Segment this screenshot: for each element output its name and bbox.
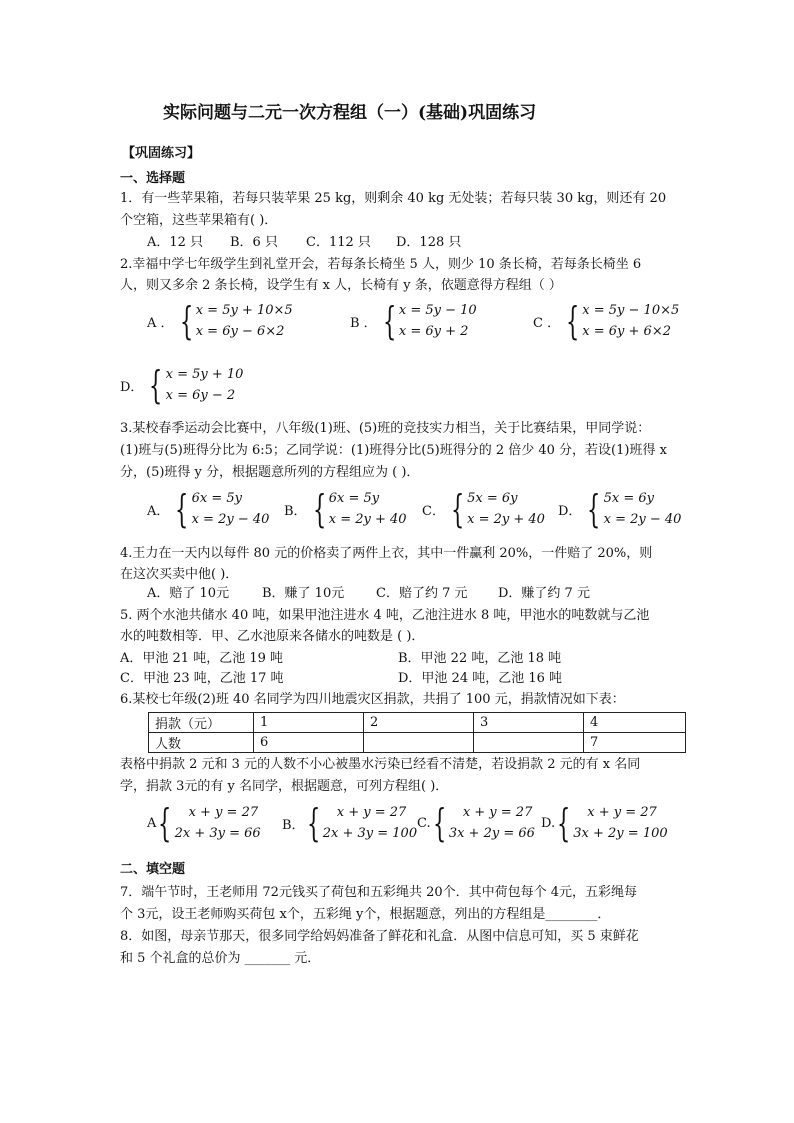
q4-line2: 在这次买卖中他( )． — [120, 567, 239, 582]
equation: x = 2y + 40 — [328, 512, 407, 527]
practice-tag: 【巩固练习】 — [122, 146, 201, 161]
brace-icon: { — [557, 801, 571, 845]
table-row — [149, 733, 686, 753]
q2-option-d — [120, 363, 244, 407]
option-label: A． — [147, 503, 170, 519]
equation: x = 6y + 6×2 — [582, 324, 671, 339]
brace-icon: { — [432, 801, 446, 845]
equation: x + y = 27 — [587, 805, 657, 820]
equation: x = 2y + 40 — [467, 512, 545, 527]
brace-icon: { — [306, 801, 320, 845]
equation: x = 2y − 40 — [191, 512, 270, 527]
equation: 6x = 5y — [328, 491, 380, 506]
equation: x = 5y + 10 — [165, 367, 244, 382]
q5-line2: 水的吨数相等．甲、乙水池原来各储水的吨数是 ( )． — [120, 629, 425, 644]
equation: x + y = 27 — [462, 805, 533, 820]
brace-icon: { — [566, 299, 580, 343]
option-label: B ． — [350, 315, 377, 331]
q5-option-b: B．甲池 22 吨，乙池 18 吨 — [398, 651, 562, 666]
q1-line2: 个空箱，这些苹果箱有( )． — [120, 213, 278, 228]
table-cell — [364, 733, 474, 753]
q1-line1: 1．有一些苹果箱，若每只装苹果 25 kg，则剩余 40 kg 无处装；若每只装 30 kg，则还有 20 — [120, 191, 667, 206]
q5-line1: 5. 两个水池共储水 40 吨，如果甲池注进水 4 吨，乙池注进水 8 吨，甲池水的吨数就与乙池 — [120, 608, 650, 623]
q5-option-a: A．甲池 21 吨，乙池 19 吨 — [120, 651, 284, 666]
table-row — [149, 713, 686, 733]
q4-option-a: A．赔了 10元 — [147, 586, 230, 601]
option-label: A — [147, 815, 157, 831]
option-label: C. — [417, 815, 431, 831]
q3-line1: 3.某校春季运动会比赛中，八年级(1)班、(5)班的竞技实力相当，关于比赛结果，甲同学说： — [120, 421, 651, 436]
q4-option-b: B．赚了 10元 — [262, 586, 345, 601]
q4-line1: 4.王力在一天内以每件 80 元的价格卖了两件上衣，其中一件赢利 20%，一件赔了 20%，则 — [120, 546, 653, 561]
donation-table — [148, 712, 686, 753]
equation: 5x = 6y — [603, 491, 654, 506]
section-choice: 一、选择题 — [120, 171, 186, 186]
q6-line3: 学，捐款 3元的有 y 名同学，根据题意，可列方程组( )． — [120, 779, 449, 794]
brace-icon: { — [179, 299, 193, 343]
q8-line1: 8．如图，母亲节那天，很多同学给妈妈准备了鲜花和礼盒．从图中信息可知，买 5 束鲜花 — [120, 929, 639, 944]
table-cell: 1 — [254, 713, 364, 733]
q6-line1: 6.某校七年级(2)班 40 名同学为四川地震灾区捐款，共捐了 100 元，捐款情况如下表： — [120, 692, 625, 707]
option-label: D． — [558, 503, 582, 519]
option-label: B． — [284, 503, 307, 519]
q6-option-a — [147, 801, 261, 845]
brace-icon: { — [149, 363, 163, 407]
equation: x = 5y − 10×5 — [582, 303, 680, 318]
equation: 2x + 3y = 100 — [322, 826, 418, 841]
brace-icon: { — [382, 299, 396, 343]
q1-option-b: B．6 只 — [230, 235, 278, 250]
table-cell: 6 — [254, 733, 364, 753]
q3-option-c — [422, 487, 545, 531]
table-cell — [474, 733, 584, 753]
q8-line2: 和 5 个礼盒的总价为 _______ 元． — [120, 951, 321, 966]
q6-line2: 表格中捐款 2 元和 3 元的人数不小心被墨水污染已经看不清楚，若设捐款 2 元的有 x 名同 — [120, 757, 641, 772]
equation: 3x + 2y = 66 — [448, 826, 535, 841]
equation: x + y = 27 — [188, 805, 259, 820]
q6-option-d — [541, 801, 668, 845]
brace-icon: { — [450, 487, 465, 531]
equation: x = 6y + 2 — [398, 324, 469, 339]
table-cell: 2 — [364, 713, 474, 733]
q7-line2: 个 3元，设王老师购买荷包 x个，五彩绳 y个，根据题意，列出的方程组是________． — [120, 907, 611, 922]
q3-option-d — [558, 487, 682, 531]
table-cell: 3 — [474, 713, 584, 733]
option-label: B． — [282, 817, 305, 833]
q3-line3: 分，(5)班得 y 分，根据题意所列的方程组应为 ( )． — [120, 465, 420, 480]
q2-line2: 人，则又多余 2 条长椅，设学生有 x 人，长椅有 y 条，依题意得方程组（ ） — [120, 278, 562, 293]
option-label: A ． — [147, 315, 174, 331]
brace-icon: { — [312, 487, 326, 531]
q2-line1: 2.幸福中学七年级学生到礼堂开会，若每条长椅坐 5 人，则少 10 条长椅，若每条长椅坐 6 — [120, 257, 642, 272]
brace-icon: { — [587, 487, 601, 531]
table-cell: 7 — [584, 733, 686, 753]
option-label: D． — [120, 379, 144, 395]
q2-option-a — [147, 299, 293, 343]
equation: x = 6y − 2 — [165, 388, 236, 403]
equation: x = 5y − 10 — [398, 303, 477, 318]
option-label: C ． — [533, 315, 561, 331]
equation: 2x + 3y = 66 — [174, 826, 261, 841]
q2-option-b — [350, 299, 477, 343]
q7-line1: 7．端午节时，王老师用 72元钱买了荷包和五彩绳共 20个．其中荷包每个 4元，五彩绳每 — [120, 885, 638, 900]
equation: 3x + 2y = 100 — [573, 826, 668, 841]
q6-option-b — [282, 801, 418, 845]
q1-option-d: D．128 只 — [396, 235, 462, 250]
option-label: D. — [541, 815, 556, 831]
q1-option-a: A．12 只 — [147, 235, 204, 250]
brace-icon: { — [158, 801, 172, 845]
table-cell: 4 — [584, 713, 686, 733]
option-label: C． — [422, 503, 445, 519]
table-cell: 捐款（元） — [149, 713, 254, 733]
q3-line2: (1)班与(5)班得分比为 6:5；乙同学说：(1)班得分比(5)班得分的 2 倍少 40 分，若设(1)班得 x — [120, 443, 667, 458]
page-title: 实际问题与二元一次方程组（一）(基础)巩固练习 — [163, 103, 537, 123]
q1-option-c: C．112 只 — [306, 235, 371, 250]
q3-option-a — [147, 487, 270, 531]
table-cell: 人数 — [149, 733, 254, 753]
q4-option-d: D．赚了约 7 元 — [498, 586, 590, 601]
equation: x + y = 27 — [336, 805, 407, 820]
q2-option-c — [533, 299, 680, 343]
equation: x = 2y − 40 — [603, 512, 682, 527]
q5-option-c: C．甲池 23 吨，乙池 17 吨 — [120, 671, 284, 686]
q4-option-c: C．赔了约 7 元 — [376, 586, 468, 601]
section-fill: 二、填空题 — [120, 862, 186, 877]
equation: x = 6y − 6×2 — [195, 324, 285, 339]
brace-icon: { — [175, 487, 189, 531]
q6-option-c — [417, 801, 535, 845]
equation: 5x = 6y — [467, 491, 518, 506]
q5-option-d: D．甲池 24 吨，乙池 16 吨 — [398, 671, 563, 686]
equation: 6x = 5y — [191, 491, 242, 506]
equation: x = 5y + 10×5 — [195, 303, 293, 318]
q3-option-b — [284, 487, 407, 531]
